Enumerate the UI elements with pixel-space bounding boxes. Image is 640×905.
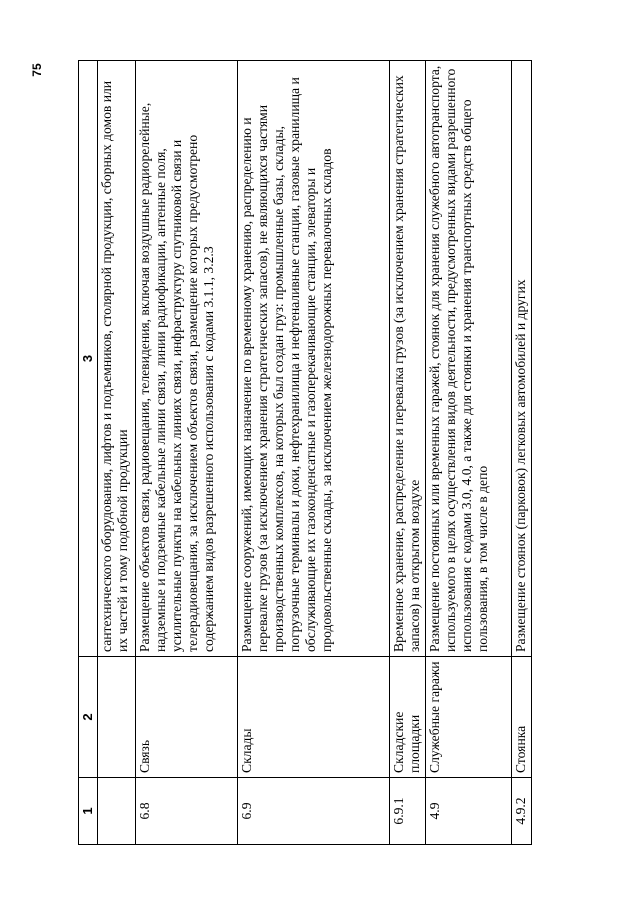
row-code: 4.9	[426, 778, 512, 845]
row-code	[98, 778, 136, 845]
land-use-table	[78, 60, 532, 845]
table-row	[98, 61, 136, 845]
row-code: 6.9.1	[390, 778, 426, 845]
row-description: сантехнического оборудования, лифтов и подъемников, столярной продукции, сборных домов или их частей и тому подобной продукции	[98, 61, 136, 657]
column-header-3: 3	[79, 61, 98, 657]
row-name: Стоянка	[512, 657, 532, 778]
column-header-2: 2	[79, 657, 98, 778]
row-code: 6.8	[136, 778, 238, 845]
page-number: 75	[30, 63, 44, 77]
row-description: Временное хранение, распределение и перевалка грузов (за исключением хранения стратегических запасов) на открытом воздухе	[390, 61, 426, 657]
column-header-1: 1	[79, 778, 98, 845]
row-name: Служебные гаражи	[426, 657, 512, 778]
table-row	[512, 61, 532, 845]
row-description: Размещение постоянных или временных гаражей, стоянок для хранения служебного автотранспорта, используемого в целях осуществления видов деятельности, предусмотренных видами разрешенного использования с кодами 3.0, 4.0, а также для стоянки и хранения транспортных средств общего пользования, в том числе в депо	[426, 61, 512, 657]
table-row	[238, 61, 390, 845]
row-code: 4.9.2	[512, 778, 532, 845]
table-row	[426, 61, 512, 845]
row-description: Размещение стоянок (парковок) легковых автомобилей и других	[512, 61, 532, 657]
table-header-row	[79, 61, 98, 845]
table-row	[390, 61, 426, 845]
row-description: Размещение объектов связи, радиовещания, телевидения, включая воздушные радиорелейные, надземные и подземные кабельные линии связи, линии радиофикации, антенные поля, усилительные пункты на кабельных линиях связи, инфраструктуру спутниковой связи и телерадиовещания, за исключением объектов связи, размещение которых предусмотрено содержанием видов разрешенного использования с кодами 3.1.1, 3.2.3	[136, 61, 238, 657]
table-row	[136, 61, 238, 845]
row-name: Склады	[238, 657, 390, 778]
row-name	[98, 657, 136, 778]
rotated-table-container	[78, 60, 548, 845]
row-name: Связь	[136, 657, 238, 778]
row-description: Размещение сооружений, имеющих назначение по временному хранению, распределению и перевалке грузов (за исключением хранения стратегических запасов), не являющихся частями производственных комплексов, на которых был создан груз: промышленные базы, склады, погрузочные терминалы и доки, нефтехранилища и нефтеналивные станции, газовые хранилища и обслуживающие их газоконденсатные и газоперекачивающие станции, элеваторы и продовольственные склады, за исключением железнодорожных перевалочных складов	[238, 61, 390, 657]
row-name: Складские площадки	[390, 657, 426, 778]
row-code: 6.9	[238, 778, 390, 845]
